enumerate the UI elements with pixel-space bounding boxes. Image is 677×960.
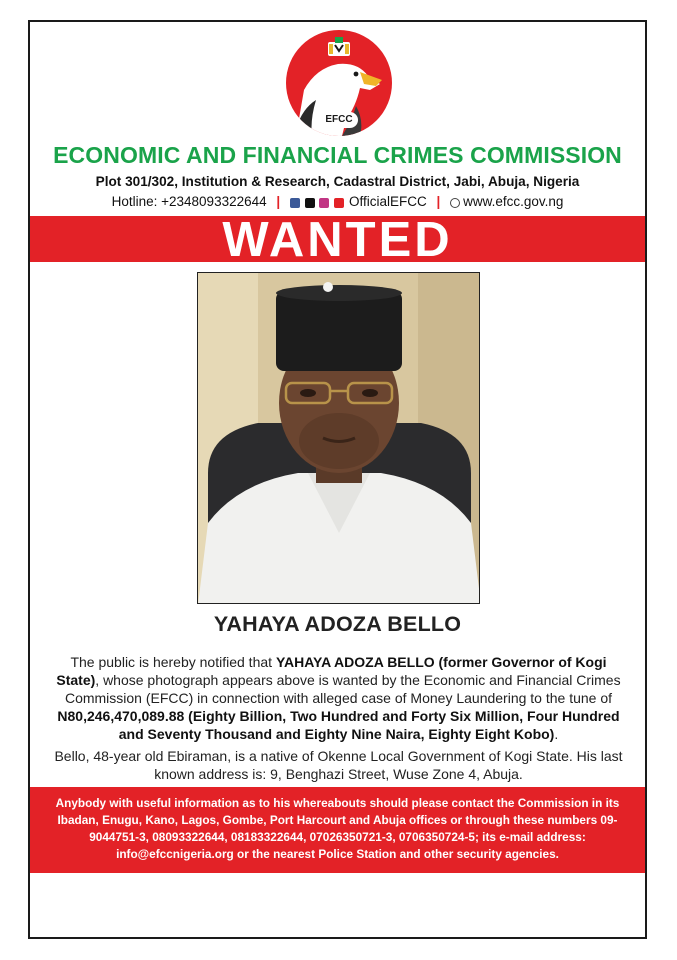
hotline: Hotline: +2348093322644 <box>111 194 267 209</box>
notice-text: The public is hereby notified that <box>70 654 276 670</box>
wanted-banner <box>30 213 645 267</box>
x-icon[interactable] <box>305 198 315 208</box>
notice-text: , whose photograph appears above is wanted by the Economic and Financial Crimes Commission (EFCC) in connection with alleged case of Money Laundering to the tune of <box>64 672 621 706</box>
notice-paragraph <box>54 653 623 743</box>
suspect-name: YAHAYA ADOZA BELLO <box>213 612 462 636</box>
instagram-icon[interactable] <box>319 198 329 208</box>
notice-name: YAHAYA ADOZA BELLO (former Governor of Kogi State) <box>56 654 607 688</box>
organization-address: Plot 301/302, Institution & Research, Cadastral District, Jabi, Abuja, Nigeria <box>95 174 580 189</box>
organization-name: ECONOMIC AND FINANCIAL CRIMES COMMISSION <box>53 142 622 168</box>
notice-amount: N80,246,470,089.88 (Eighty Billion, Two Hundred and Forty Six Million, Four Hundred and Seventy Thousand and Eighty Nine Naira, Eighty Eight Kobo) <box>57 708 620 742</box>
separator: | <box>436 194 441 209</box>
efcc-logo <box>286 30 392 136</box>
bio-paragraph: Bello, 48-year old Ebiraman, is a native of Okenne Local Government of Kogi State. His last known address is: 9, Benghazi Street, Wuse Zone 4, Abuja. <box>54 748 623 782</box>
contact-info-banner <box>30 787 645 873</box>
globe-icon <box>450 198 460 208</box>
portrait-illustration <box>198 273 480 604</box>
separator: | <box>276 194 281 209</box>
social-handle[interactable]: OfficialEFCC <box>349 194 427 209</box>
logo-badge: EFCC <box>320 112 358 128</box>
youtube-icon[interactable] <box>334 198 344 208</box>
suspect-photo <box>197 272 480 604</box>
facebook-icon[interactable] <box>290 198 300 208</box>
contact-info-text: Anybody with useful information as to his whereabouts should please contact the Commission in its Ibadan, Enugu, Kano, Lagos, Gombe, Port Harcourt and Abuja offices or through these numbers 09-9044751-3, 08093322644, 08183322644, 07026350721-3, 0706350724-5; its e-mail address: info@efccnigeria.org or the nearest Police Station and other security agencies. <box>55 796 620 861</box>
wanted-title: WANTED <box>222 213 453 267</box>
notice-text: . <box>554 726 559 742</box>
website-link[interactable]: www.efcc.gov.ng <box>463 194 564 209</box>
contact-line <box>30 194 645 209</box>
